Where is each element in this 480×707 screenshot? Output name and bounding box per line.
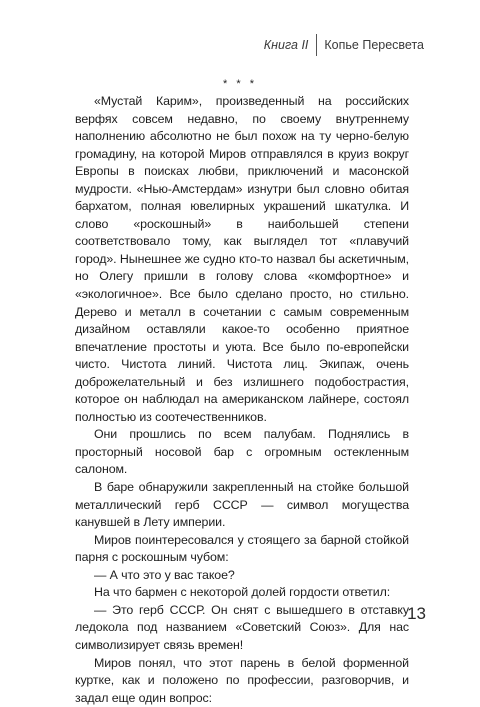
body-text: [75, 93, 409, 707]
paragraph: Миров понял, что этот парень в белой форменной куртке, как и положено по профессии, разговорчив, и задал еще один вопрос:: [75, 655, 409, 707]
paragraph: — А что это у вас такое?: [75, 567, 409, 585]
book-title: Копье Пересвета: [324, 38, 424, 52]
paragraph: На что бармен с некоторой долей гордости ответил:: [75, 584, 409, 602]
paragraph: Они прошлись по всем палубам. Поднялись в просторный носовой бар с огромным остекленным салоном.: [75, 426, 409, 479]
page-number: 13: [407, 604, 426, 624]
paragraph: — Это герб СССР. Он снят с вышедшего в отставку ледокола под названием «Советский Союз». Для нас символизирует связь времен!: [75, 602, 409, 655]
running-header: [264, 34, 424, 56]
paragraph: В баре обнаружили закрепленный на стойке большой металлический герб СССР — символ могущества канувшей в Лету империи.: [75, 479, 409, 532]
section-break-asterisks: * * *: [0, 78, 480, 90]
paragraph: Миров поинтересовался у стоящего за барной стойкой парня с роскошным чубом:: [75, 532, 409, 567]
book-part-label: Книга II: [264, 38, 309, 52]
paragraph: «Мустай Карим», произведенный на российских верфях совсем недавно, по своему внутреннему наполнению абсолютно не был похож на ту черно-белую громадину, на которой Миров отправлялся в круиз вокруг Европы в поисках любви, приключений и масонской мудрости. «Нью-Амстердам» изнутри был словно обитая бархатом, полная ювелирных украшений шкатулка. И слово «роскошный» в наибольшей степени соответствовало тому, как выглядел тот «плавучий город». Нынешнее же судно кто-то назвал бы аскетичным, но Олегу пришли в голову слова «комфортное» и «экологичное». Все было сделано просто, но стильно. Дерево и металл в сочетании с самым современным дизайном оставляли какое-то особенно приятное впечатление простоты и уюта. Все было по-европейски чисто. Чистота линий. Чистота лиц. Экипаж, очень доброжелательный и без излишнего подобострастия, которое он наблюдал на американском лайнере, состоял полностью из соотечественников.: [75, 93, 409, 426]
header-separator: [316, 34, 317, 56]
